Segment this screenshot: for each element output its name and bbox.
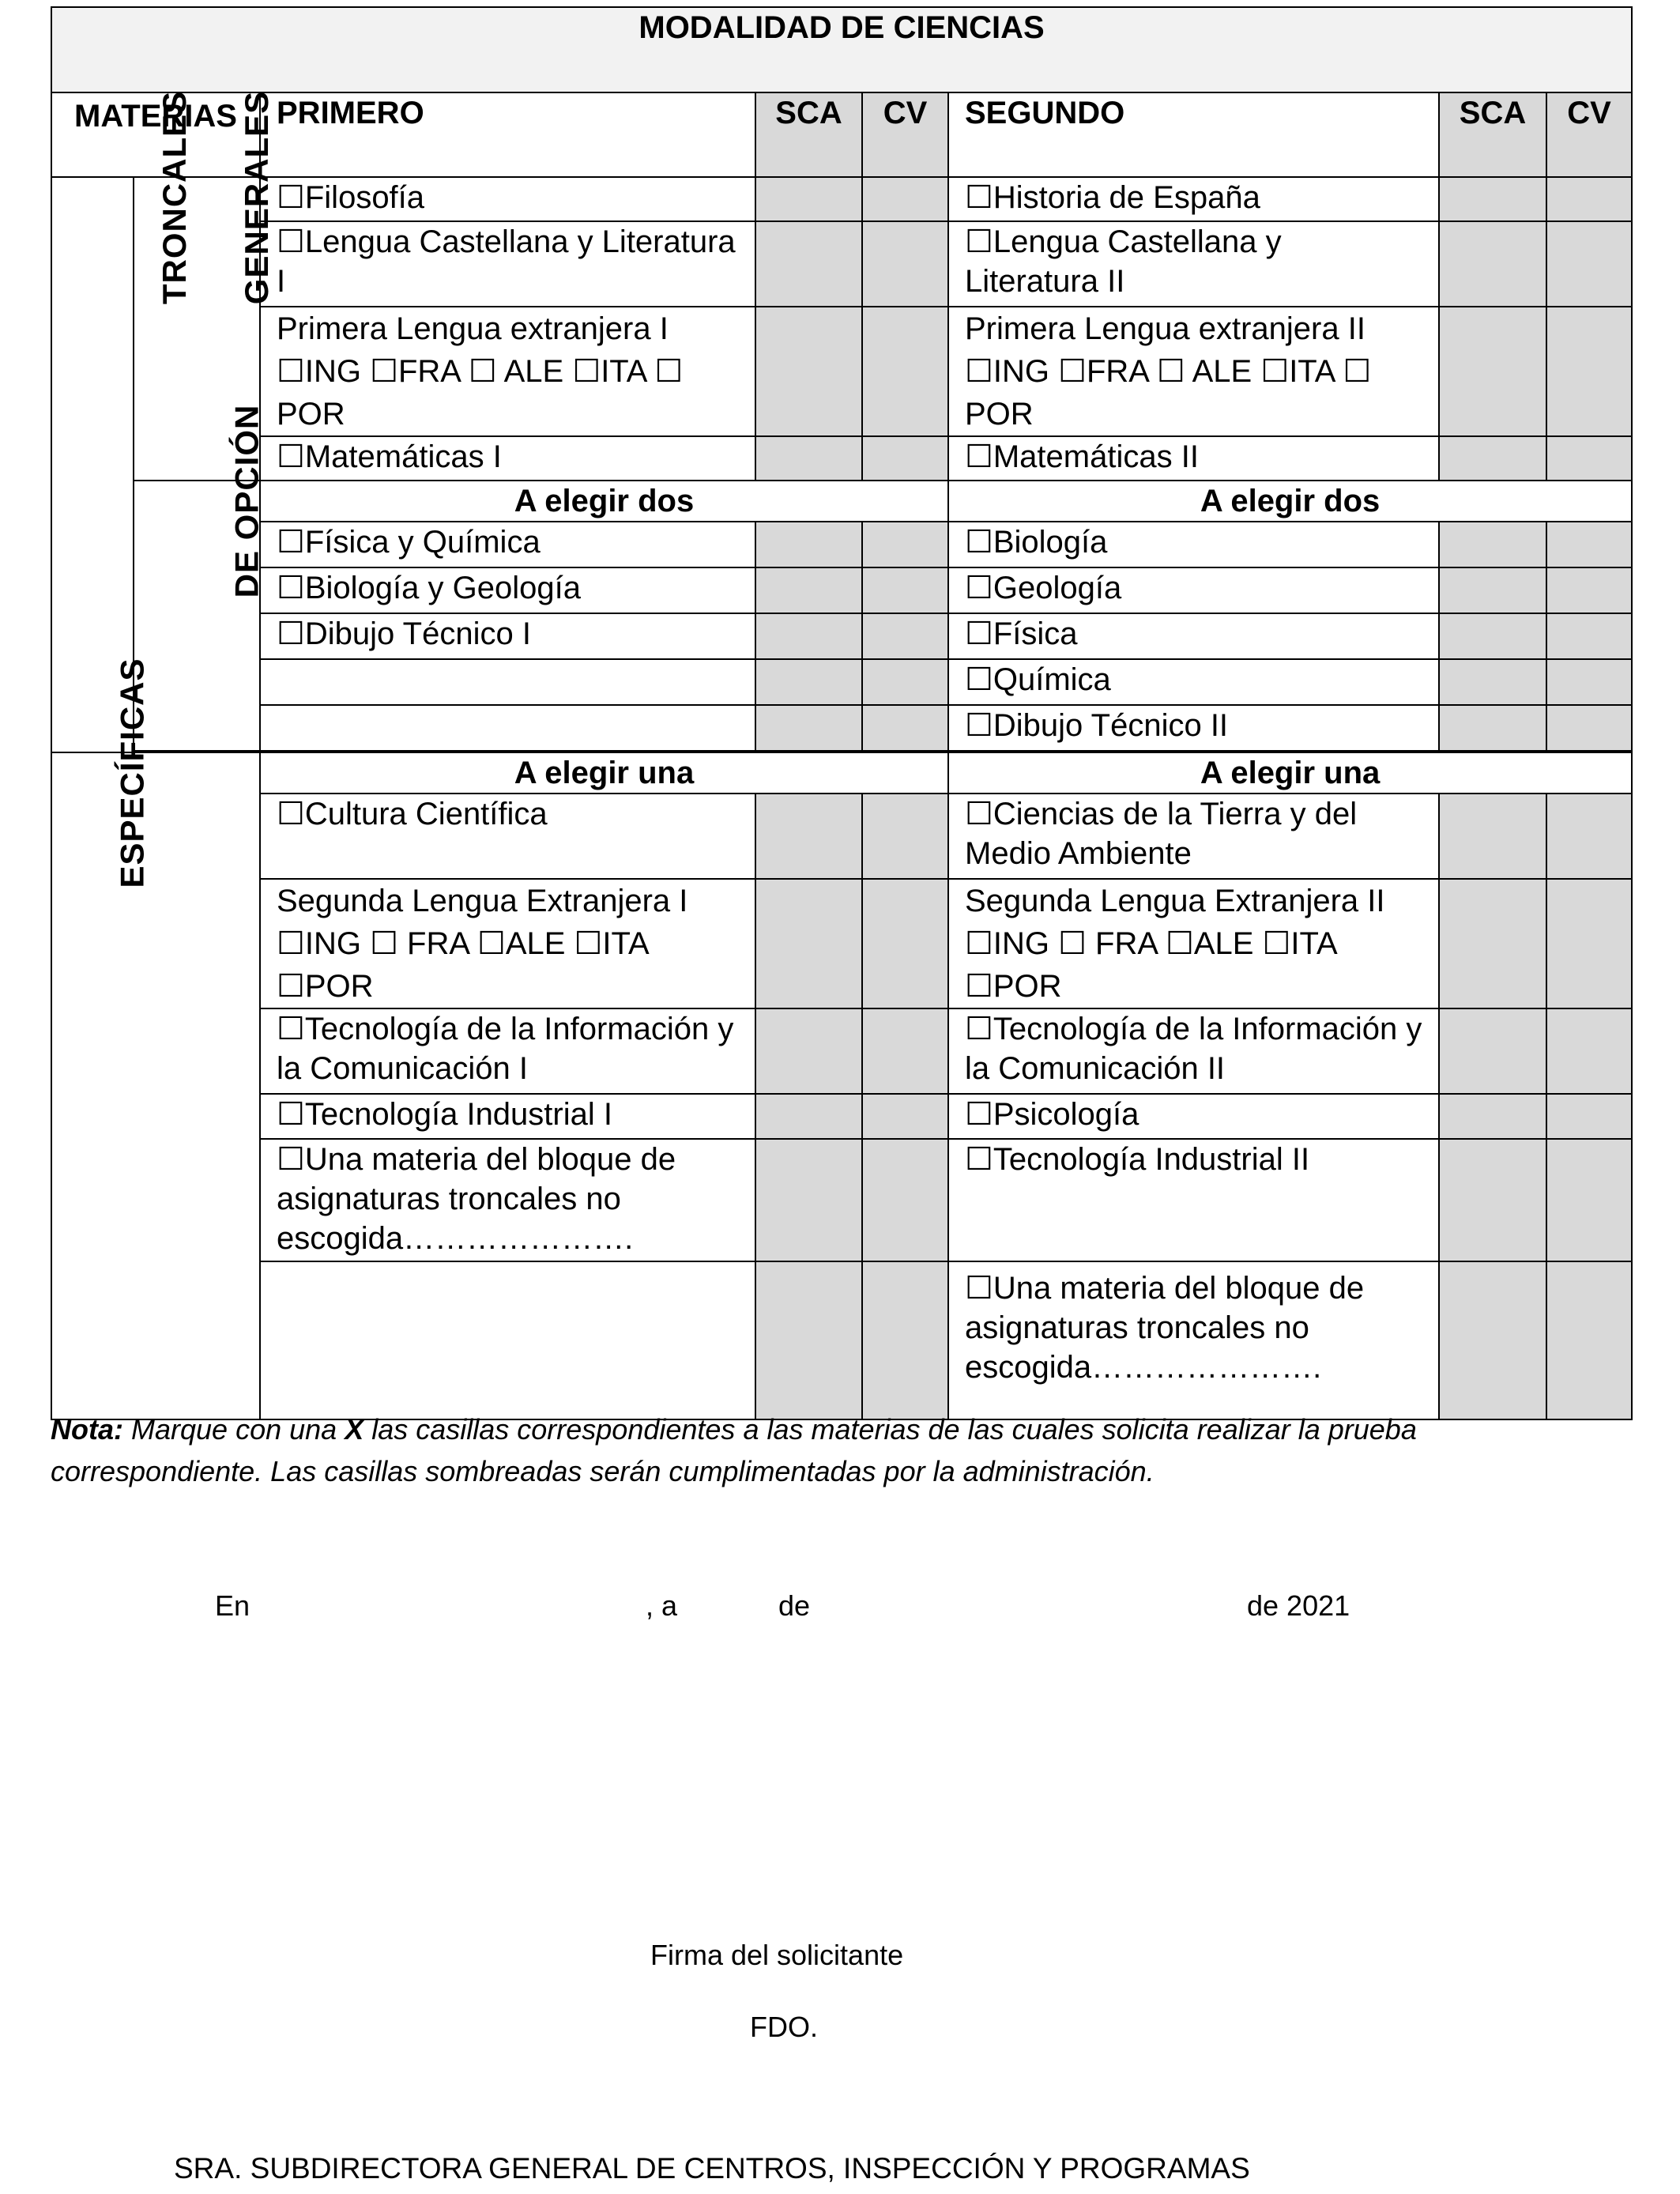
sca-cell [755, 1008, 862, 1094]
cv-cell [862, 879, 948, 1008]
day-label: , a [646, 1589, 678, 1622]
table-row [51, 613, 1632, 659]
fdo-label: FDO. [750, 2011, 818, 2043]
nota-text [51, 1408, 1631, 1492]
table-row [51, 705, 1632, 751]
subject-cell[interactable]: ☐Una materia del bloque de asignaturas troncales no escogida…………………. [260, 1139, 755, 1261]
subject-cell[interactable]: ☐Dibujo Técnico II [948, 705, 1439, 751]
sca-cell [755, 221, 862, 307]
header-sca-segundo: SCA [1439, 92, 1546, 177]
cv-cell [862, 794, 948, 879]
header-cv-primero: CV [862, 92, 948, 177]
header-primero: PRIMERO [260, 92, 755, 177]
cv-cell [1546, 613, 1632, 659]
table-row [51, 177, 1632, 221]
table-row [51, 1139, 1632, 1261]
subject-cell[interactable]: ☐Física y Química [260, 522, 755, 567]
subject-cell[interactable]: ☐Lengua Castellana y Literatura I [260, 221, 755, 307]
sca-cell [755, 705, 862, 751]
subject-cell[interactable]: ☐Psicología [948, 1094, 1439, 1139]
header-segundo: SEGUNDO [948, 92, 1439, 177]
group-opcion: DE OPCIÓN [134, 481, 260, 751]
table-row [51, 1008, 1632, 1094]
sca-cell [755, 307, 862, 436]
modalidad-table [51, 6, 1633, 1420]
subject-cell[interactable]: ☐Historia de España [948, 177, 1439, 221]
empty-cell [260, 1261, 755, 1419]
cv-cell [862, 221, 948, 307]
sca-cell [1439, 659, 1546, 705]
sca-cell [1439, 522, 1546, 567]
group-especificas: ESPECÍFICAS [51, 752, 260, 1419]
cv-cell [862, 659, 948, 705]
cv-cell [1546, 1261, 1632, 1419]
sca-cell [755, 522, 862, 567]
subject-cell[interactable]: ☐Matemáticas I [260, 436, 755, 481]
elegir-label: A elegir una [260, 752, 948, 794]
cv-cell [1546, 1094, 1632, 1139]
subject-cell[interactable]: Segunda Lengua Extranjera II ☐ING ☐ FRA ☐ALE ☐ITA ☐POR [948, 879, 1439, 1008]
subject-cell[interactable]: ☐Cultura Científica [260, 794, 755, 879]
empty-cell [260, 705, 755, 751]
elegir-label: A elegir dos [260, 481, 948, 522]
destinatario: SRA. SUBDIRECTORA GENERAL DE CENTROS, INSPECCIÓN Y PROGRAMAS [174, 2152, 1250, 2185]
sca-cell [755, 794, 862, 879]
cv-cell [1546, 794, 1632, 879]
sca-cell [1439, 221, 1546, 307]
subject-cell[interactable]: Segunda Lengua Extranjera I ☐ING ☐ FRA ☐ALE ☐ITA ☐POR [260, 879, 755, 1008]
sca-cell [1439, 794, 1546, 879]
table-row [51, 221, 1632, 307]
sca-cell [1439, 307, 1546, 436]
empty-cell [260, 659, 755, 705]
nota-text-part: Marque con una [123, 1413, 345, 1446]
table-row [51, 1094, 1632, 1139]
cv-cell [862, 567, 948, 613]
table-row [51, 522, 1632, 567]
cv-cell [1546, 705, 1632, 751]
sca-cell [1439, 1094, 1546, 1139]
elegir-label: A elegir dos [948, 481, 1632, 522]
table-row [51, 1261, 1632, 1419]
cv-cell [862, 1008, 948, 1094]
header-materias: MATERIAS [51, 92, 260, 177]
sca-cell [755, 1261, 862, 1419]
table-title: MODALIDAD DE CIENCIAS [51, 7, 1632, 92]
sca-cell [1439, 879, 1546, 1008]
group-troncales: TRONCALES [51, 177, 134, 752]
sca-cell [1439, 1008, 1546, 1094]
subject-cell[interactable]: Primera Lengua extranjera II ☐ING ☐FRA ☐ ALE ☐ITA ☐ POR [948, 307, 1439, 436]
cv-cell [862, 1261, 948, 1419]
sca-cell [1439, 567, 1546, 613]
sca-cell [755, 1094, 862, 1139]
sca-cell [1439, 177, 1546, 221]
subject-cell[interactable]: ☐Tecnología de la Información y la Comunicación II [948, 1008, 1439, 1094]
nota-label: Nota: [51, 1413, 123, 1446]
sca-cell [755, 613, 862, 659]
elegir-label: A elegir una [948, 752, 1632, 794]
cv-cell [862, 705, 948, 751]
place-label: En [215, 1589, 250, 1622]
nota-text-part: las casillas correspondientes a las materias de las cuales solicita realizar la prueba correspondiente. Las casillas sombreadas serán cumplimentadas por la administración. [51, 1413, 1417, 1487]
cv-cell [1546, 307, 1632, 436]
cv-cell [862, 436, 948, 481]
cv-cell [1546, 177, 1632, 221]
cv-cell [1546, 522, 1632, 567]
sca-cell [1439, 1139, 1546, 1261]
cv-cell [862, 177, 948, 221]
cv-cell [1546, 659, 1632, 705]
sca-cell [755, 436, 862, 481]
table-row [51, 481, 1632, 522]
subject-cell[interactable]: ☐Ciencias de la Tierra y del Medio Ambiente [948, 794, 1439, 879]
cv-cell [1546, 436, 1632, 481]
sca-cell [1439, 436, 1546, 481]
sca-cell [755, 1139, 862, 1261]
cv-cell [1546, 1008, 1632, 1094]
cv-cell [862, 522, 948, 567]
cv-cell [862, 307, 948, 436]
header-sca-primero: SCA [755, 92, 862, 177]
subject-cell[interactable]: ☐Tecnología Industrial I [260, 1094, 755, 1139]
subject-cell[interactable]: ☐Física [948, 613, 1439, 659]
sca-cell [1439, 613, 1546, 659]
sca-cell [755, 567, 862, 613]
nota-x: X [345, 1413, 364, 1446]
subject-cell[interactable]: ☐Química [948, 659, 1439, 705]
cv-cell [1546, 221, 1632, 307]
table-row [51, 659, 1632, 705]
cv-cell [1546, 879, 1632, 1008]
table-row [51, 752, 1632, 794]
sca-cell [1439, 705, 1546, 751]
table-row [51, 794, 1632, 879]
subject-cell[interactable]: ☐Biología y Geología [260, 567, 755, 613]
subject-cell[interactable]: ☐Tecnología Industrial II [948, 1139, 1439, 1261]
table-row [51, 307, 1632, 436]
cv-cell [862, 1139, 948, 1261]
group-generales: GENERALES [134, 177, 260, 481]
subject-cell[interactable]: ☐Filosofía [260, 177, 755, 221]
sca-cell [755, 177, 862, 221]
table-row [51, 567, 1632, 613]
subject-cell[interactable]: ☐Lengua Castellana y Literatura II [948, 221, 1439, 307]
subject-cell[interactable]: ☐Dibujo Técnico I [260, 613, 755, 659]
table-row [51, 436, 1632, 481]
table-row [51, 879, 1632, 1008]
subject-cell[interactable]: ☐Geología [948, 567, 1439, 613]
year-label: de 2021 [1247, 1589, 1350, 1622]
subject-cell[interactable]: Primera Lengua extranjera I ☐ING ☐FRA ☐ ALE ☐ITA ☐ POR [260, 307, 755, 436]
subject-cell[interactable]: ☐Matemáticas II [948, 436, 1439, 481]
firma-label: Firma del solicitante [650, 1939, 904, 1971]
subject-cell[interactable]: ☐Tecnología de la Información y la Comunicación I [260, 1008, 755, 1094]
sca-cell [755, 879, 862, 1008]
subject-cell[interactable]: ☐Biología [948, 522, 1439, 567]
sca-cell [755, 659, 862, 705]
cv-cell [1546, 1139, 1632, 1261]
cv-cell [1546, 567, 1632, 613]
cv-cell [862, 613, 948, 659]
subject-cell[interactable]: ☐Una materia del bloque de asignaturas troncales no escogida…………………. [948, 1261, 1439, 1419]
month-label: de [778, 1589, 811, 1622]
cv-cell [862, 1094, 948, 1139]
sca-cell [1439, 1261, 1546, 1419]
header-cv-segundo: CV [1546, 92, 1632, 177]
